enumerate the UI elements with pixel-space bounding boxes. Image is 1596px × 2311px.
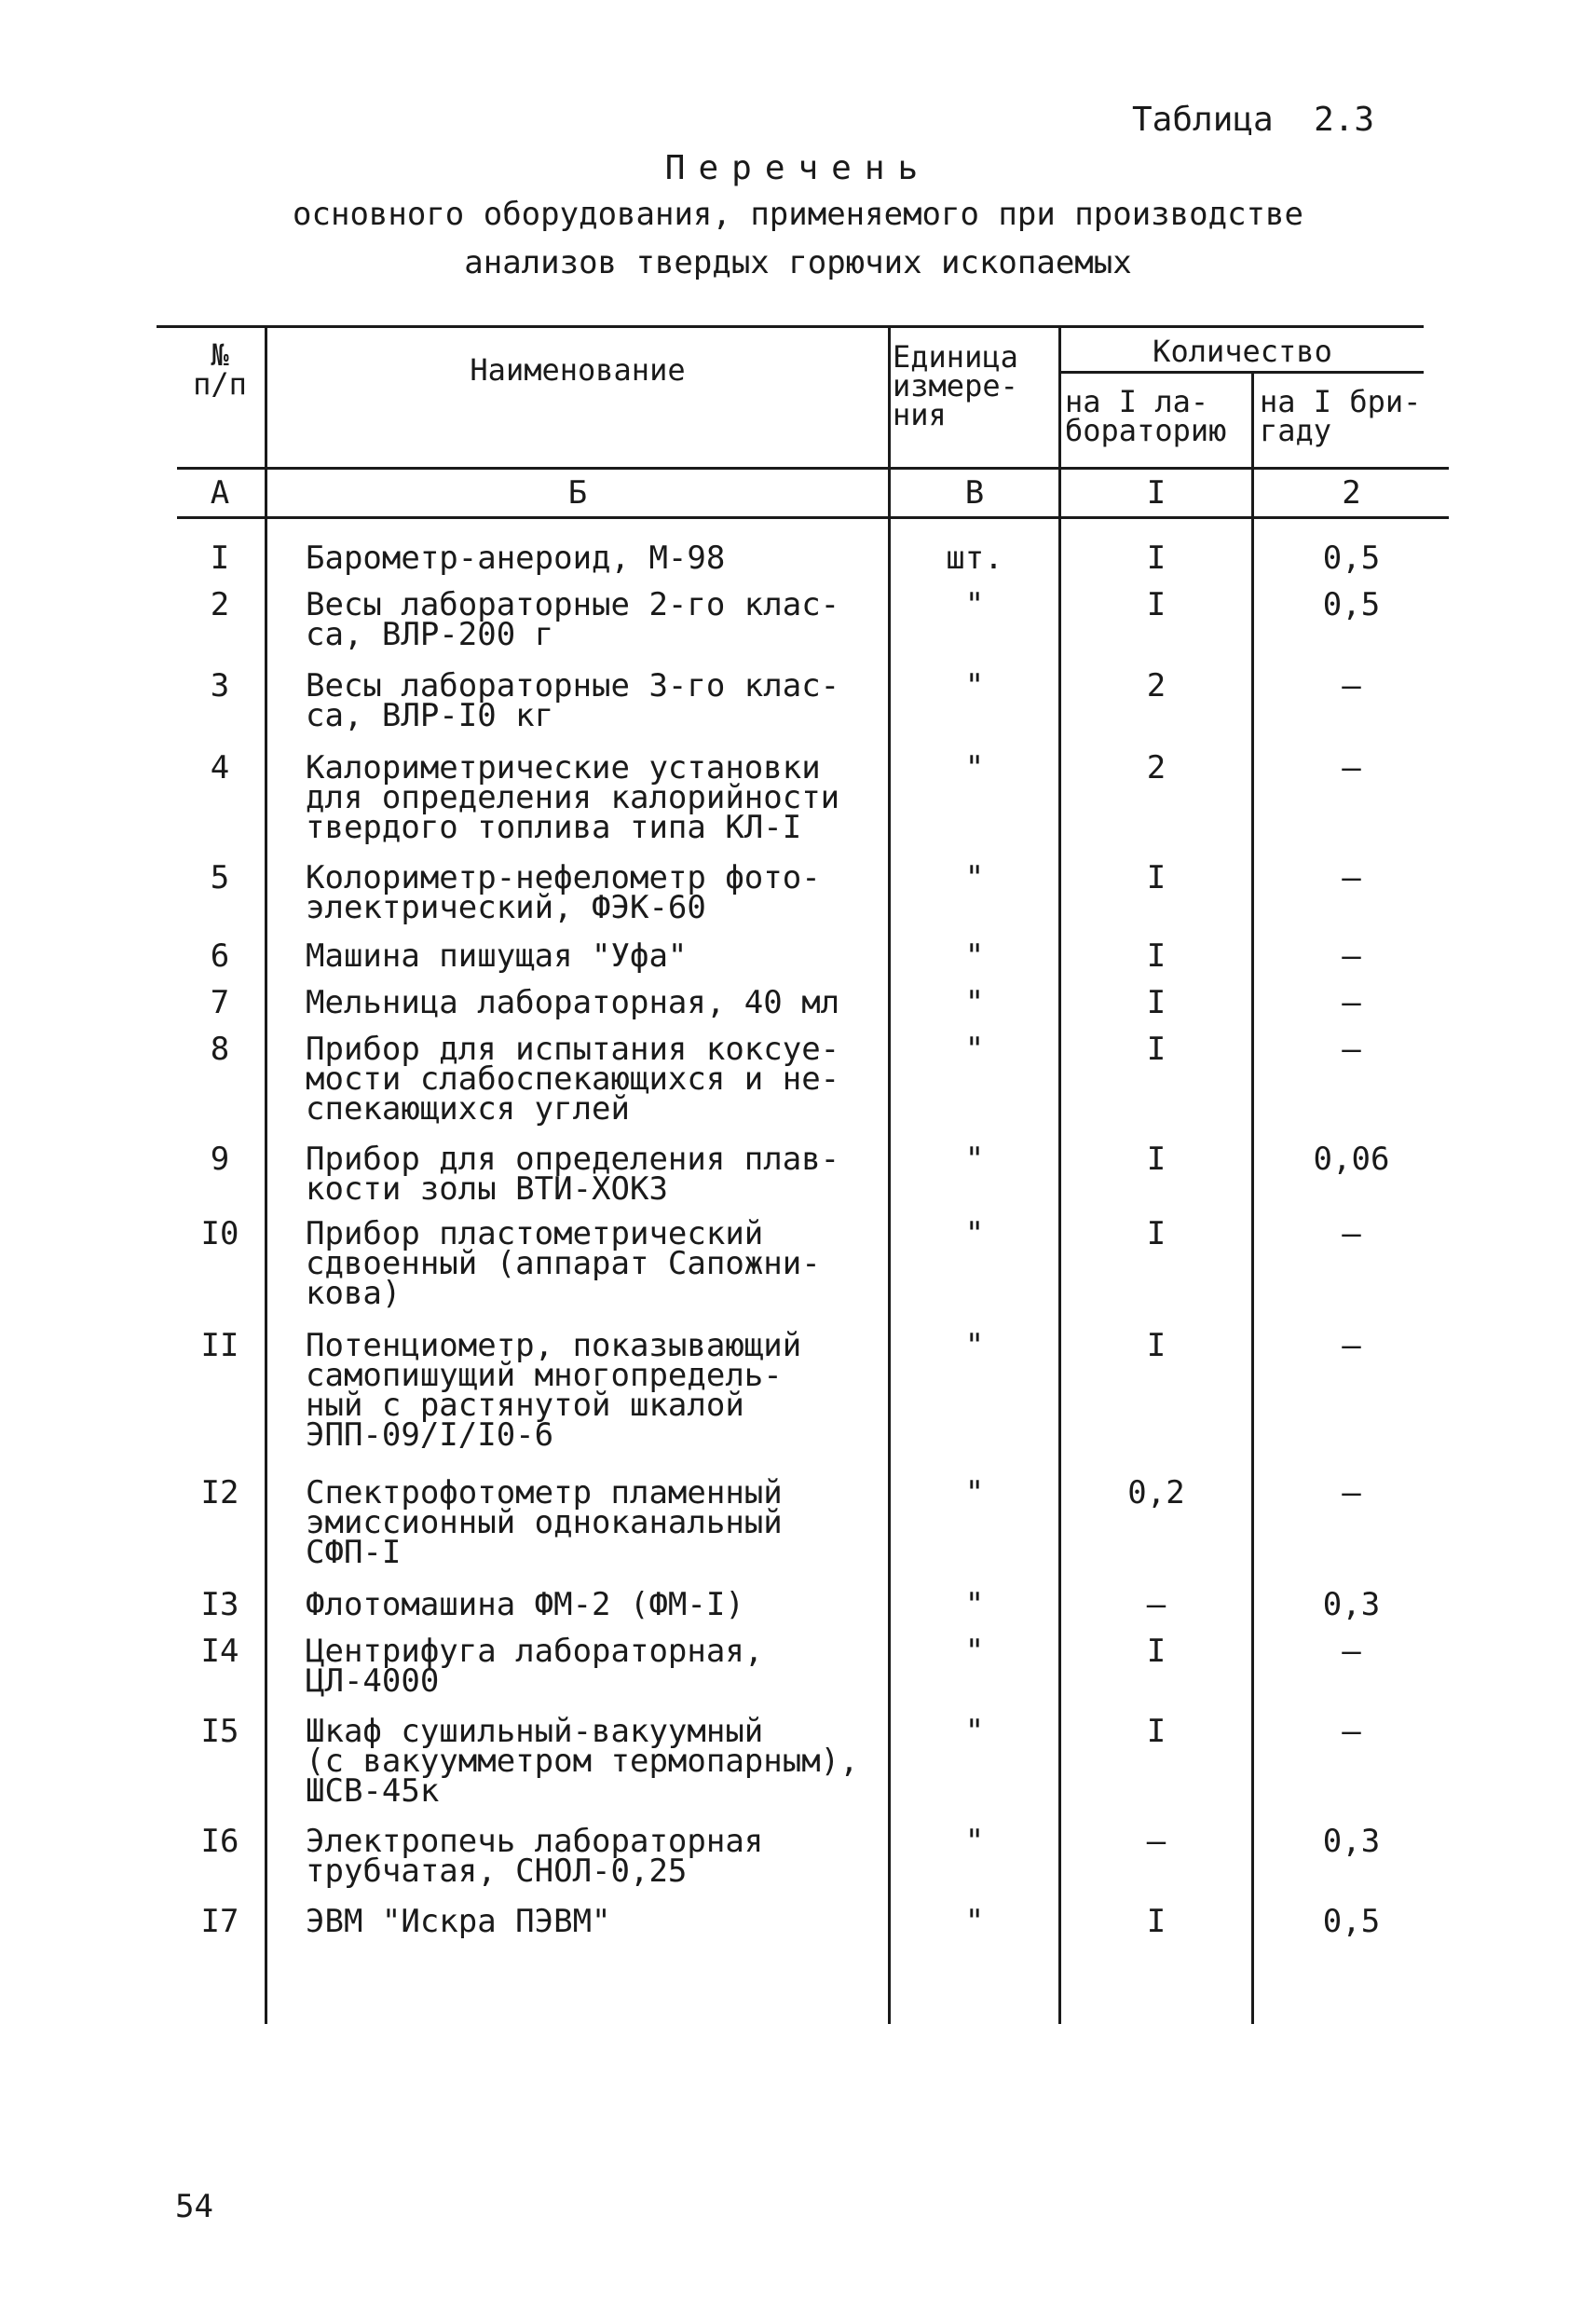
row-per-brigade: 0,5	[1322, 540, 1381, 577]
row-per-brigade: –	[1342, 1713, 1361, 1750]
row-per-brigade: 0,3	[1322, 1586, 1381, 1623]
row-per-lab: I	[1146, 1031, 1166, 1068]
code-brigade: 2	[1342, 474, 1361, 512]
row-unit: "	[964, 1141, 985, 1178]
subtitle-line-1: основного оборудования, применяемого при производстве	[293, 196, 1303, 233]
row-per-lab: I	[1146, 1713, 1166, 1750]
row-unit: "	[964, 1586, 985, 1623]
row-per-lab: I	[1146, 1141, 1166, 1178]
row-num: 4	[210, 749, 230, 786]
row-unit: "	[964, 586, 985, 623]
code-name: Б	[567, 474, 588, 512]
row-per-lab: I	[1146, 586, 1166, 623]
subtitle-line-2: анализов твердых горючих ископаемых	[464, 244, 1132, 281]
header-per-lab: на I ла- бораторию	[1065, 384, 1227, 448]
row-name: Колориметр-нефелометр фото- электрический, ФЭК-60	[306, 859, 821, 926]
row-name: Электропечь лабораторная трубчатая, СНОЛ-0,25	[306, 1823, 764, 1890]
row-per-lab: 2	[1146, 667, 1166, 704]
row-unit: "	[964, 749, 985, 786]
row-per-lab: I	[1146, 1215, 1166, 1252]
row-name: Весы лабораторные 2-го клас- са, ВЛР-200 г	[306, 586, 840, 653]
row-per-brigade: 0,5	[1322, 1903, 1381, 1940]
row-num: I5	[200, 1713, 239, 1750]
row-unit: "	[964, 1713, 985, 1750]
row-unit: "	[964, 937, 985, 975]
row-name: Флотомашина ФМ-2 (ФМ-I)	[306, 1586, 744, 1623]
row-per-brigade: –	[1342, 1633, 1361, 1670]
row-unit: "	[964, 667, 985, 704]
row-unit: "	[964, 1633, 985, 1670]
row-name: ЭВМ "Искра ПЭВМ"	[306, 1903, 611, 1940]
row-num: II	[200, 1327, 239, 1364]
row-name: Мельница лабораторная, 40 мл	[306, 984, 840, 1021]
row-per-brigade: 0,06	[1313, 1141, 1390, 1178]
page-number: 54	[175, 2188, 213, 2225]
header-quantity: Количество	[1153, 334, 1332, 369]
row-per-lab: I	[1146, 1633, 1166, 1670]
row-num: I0	[200, 1215, 239, 1252]
row-num: 8	[210, 1031, 230, 1068]
row-name: Машина пишущая "Уфа"	[306, 937, 688, 975]
col-divider-1	[265, 328, 267, 2024]
row-unit: "	[964, 984, 985, 1021]
row-per-brigade: 0,5	[1322, 586, 1381, 623]
row-name: Прибор для испытания коксуе- мости слабоспекающихся и не- спекающихся углей	[306, 1031, 840, 1128]
row-per-brigade: –	[1342, 859, 1361, 896]
row-num: 7	[210, 984, 230, 1021]
header-unit: Единица измере- ния	[893, 339, 1018, 432]
row-num: 3	[210, 667, 230, 704]
row-num: 2	[210, 586, 230, 623]
row-name: Прибор для определения плав- кости золы ВТИ-ХОКЗ	[306, 1141, 840, 1208]
row-per-lab: I	[1146, 1903, 1166, 1940]
row-name: Спектрофотометр пламенный эмиссионный одноканальный СФП-I	[306, 1474, 783, 1571]
row-num: I4	[200, 1633, 239, 1670]
row-per-lab: 0,2	[1127, 1474, 1185, 1511]
row-num: I6	[200, 1823, 239, 1860]
row-per-brigade: –	[1342, 667, 1361, 704]
code-unit: В	[964, 474, 985, 512]
row-per-lab: –	[1146, 1823, 1166, 1860]
row-name: Прибор пластометрический сдвоенный (аппарат Сапожни- кова)	[306, 1215, 821, 1312]
row-per-lab: I	[1146, 540, 1166, 577]
row-name: Центрифуга лабораторная, ЦЛ-4000	[306, 1633, 764, 1700]
row-name: Весы лабораторные 3-го клас- са, ВЛР-I0 кг	[306, 667, 840, 734]
row-per-lab: I	[1146, 984, 1166, 1021]
row-unit: шт.	[946, 540, 1003, 577]
row-per-brigade: 0,3	[1322, 1823, 1381, 1860]
row-per-lab: I	[1146, 937, 1166, 975]
row-unit: "	[964, 859, 985, 896]
row-per-brigade: –	[1342, 984, 1361, 1021]
row-num: 9	[210, 1141, 230, 1178]
col-divider-2	[888, 328, 891, 2024]
row-name: Шкаф сушильный-вакуумный (с вакуумметром термопарным), ШСВ-45к	[306, 1713, 859, 1810]
row-num: I3	[200, 1586, 239, 1623]
row-num: I7	[200, 1903, 239, 1940]
row-per-lab: I	[1146, 1327, 1166, 1364]
row-per-lab: –	[1146, 1586, 1166, 1623]
codes-bottom-rule	[177, 516, 1449, 519]
row-per-lab: 2	[1146, 749, 1166, 786]
row-num: 5	[210, 859, 230, 896]
row-unit: "	[964, 1031, 985, 1068]
row-per-brigade: –	[1342, 749, 1361, 786]
row-name: Барометр-анероид, М-98	[306, 540, 726, 577]
header-num: № п/п	[193, 337, 247, 402]
code-num: А	[210, 474, 230, 512]
header-bottom-rule	[177, 467, 1449, 470]
row-per-brigade: –	[1342, 1327, 1361, 1364]
row-per-brigade: –	[1342, 1215, 1361, 1252]
row-per-brigade: –	[1342, 1031, 1361, 1068]
row-name: Калориметрические установки для определения калорийности твердого топлива типа КЛ-I	[306, 749, 840, 846]
row-num: 6	[210, 937, 230, 975]
row-name: Потенциометр, показывающий самопишущий многопредель- ный с растянутой шкалой ЭПП-09/I/I0-6	[306, 1327, 802, 1454]
row-per-lab: I	[1146, 859, 1166, 896]
row-per-brigade: –	[1342, 937, 1361, 975]
code-lab: I	[1146, 474, 1166, 512]
quantity-subheader-rule	[1058, 371, 1424, 374]
table-label: Таблица 2.3	[1132, 101, 1375, 139]
row-per-brigade: –	[1342, 1474, 1361, 1511]
row-unit: "	[964, 1823, 985, 1860]
page-title: Перечень	[664, 149, 932, 187]
col-divider-3	[1058, 328, 1061, 2024]
row-num: I	[210, 540, 230, 577]
row-num: I2	[200, 1474, 239, 1511]
row-unit: "	[964, 1327, 985, 1364]
row-unit: "	[964, 1215, 985, 1252]
row-unit: "	[964, 1474, 985, 1511]
row-unit: "	[964, 1903, 985, 1940]
header-name: Наименование	[470, 352, 686, 388]
table-top-rule	[157, 325, 1424, 328]
header-per-brigade: на I бри- гаду	[1260, 384, 1422, 448]
